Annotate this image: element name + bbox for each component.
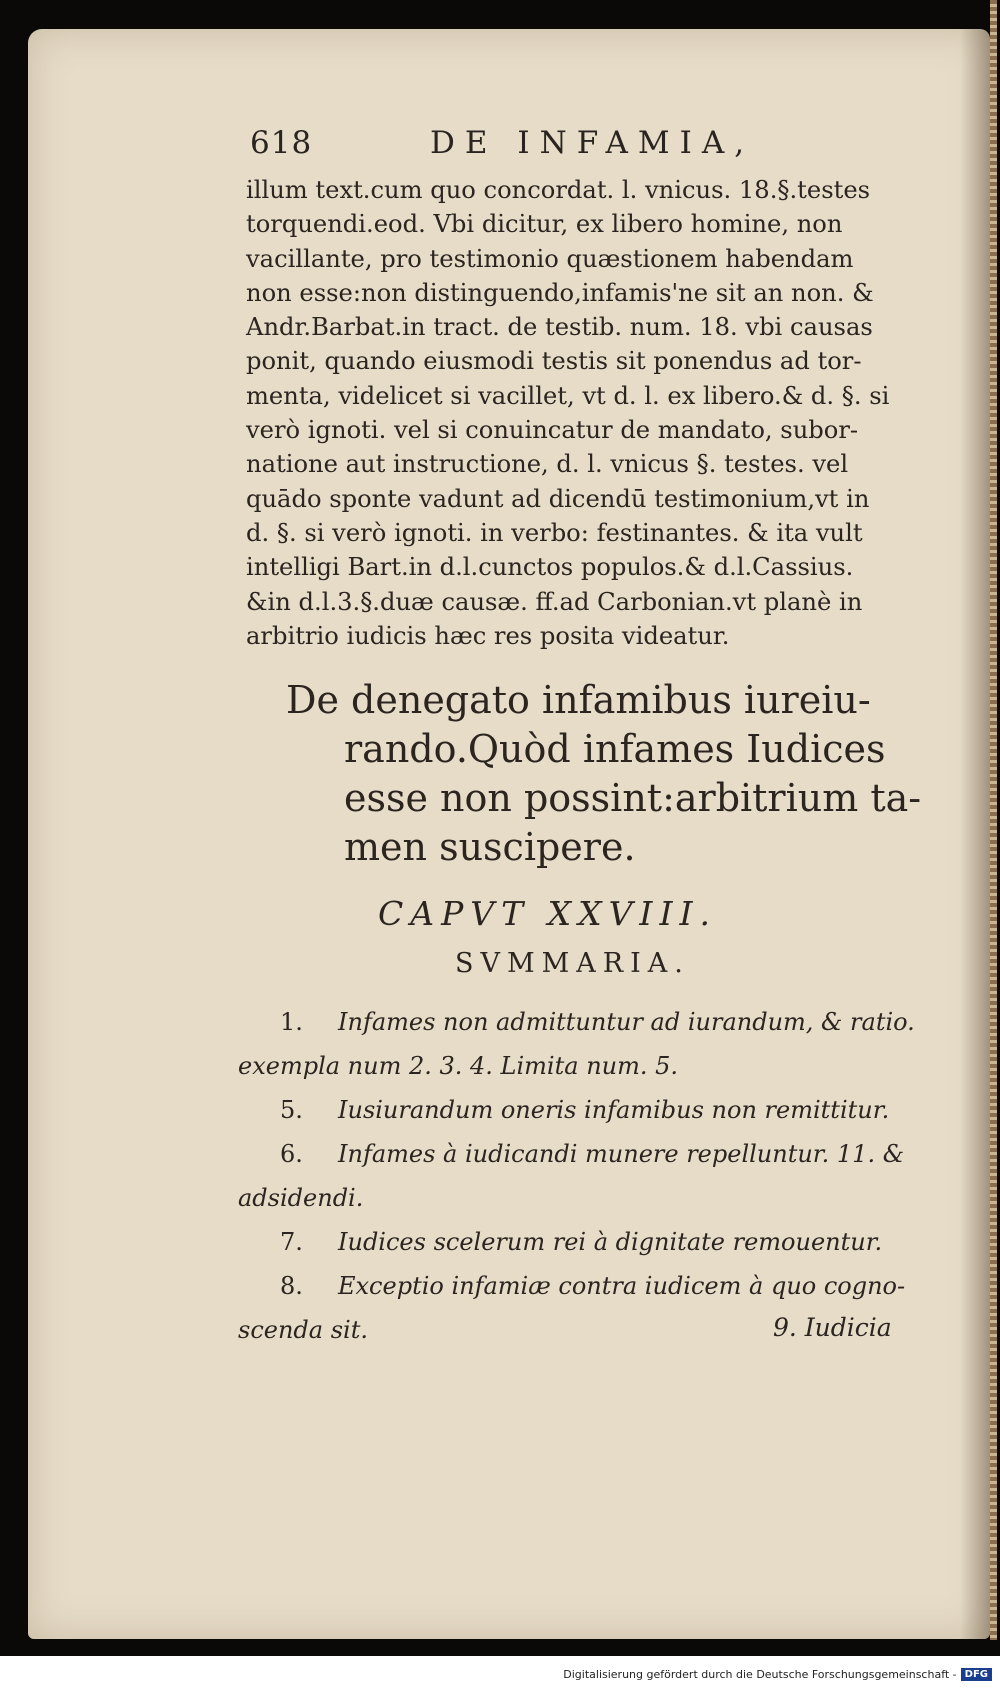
summary-item <box>238 1088 928 1132</box>
body-line: verò ignoti. vel si conuincatur de mandato, subor- <box>246 416 859 445</box>
summary-text: Infames à iudicandi munere repelluntur. 11. & <box>338 1140 905 1168</box>
running-title: DE INFAMIA, <box>430 125 755 161</box>
page-number: 618 <box>250 125 313 161</box>
body-line: quādo sponte vadunt ad dicendū testimonium,vt in <box>246 484 870 513</box>
summary-item <box>238 1132 928 1220</box>
body-line: illum text.cum quo concordat. l. vnicus. 18.§.testes <box>246 176 871 204</box>
body-line: Andr.Barbat.in tract. de testib. num. 18. vbi causas <box>246 313 873 342</box>
heading-line: rando.Quòd infames Iudices <box>344 727 886 771</box>
summary-line <box>238 1264 928 1308</box>
body-line: d. §. si verò ignoti. in verbo: festinantes. & ita vult <box>246 518 863 547</box>
body-line: &in d.l.3.§.duæ causæ. ff.ad Carbonian.vt planè in <box>246 587 863 616</box>
heading-line: De denegato infamibus iureiu- <box>286 678 871 722</box>
body-line: natione aut instructione, d. l. vnicus §. testes. vel <box>246 450 849 479</box>
summary-item <box>238 1000 928 1088</box>
body-line: non esse:non distinguendo,infamis'ne sit an non. & <box>246 278 874 307</box>
body-line: torquendi.eod. Vbi dicitur, ex libero homine, non <box>246 210 843 239</box>
body-line: intelligi Bart.in d.l.cunctos populos.& d.l.Cassius. <box>246 553 854 582</box>
credit-text: Digitalisierung gefördert durch die Deutsche Forschungsgemeinschaft - <box>563 1668 957 1681</box>
heading-line: esse non possint:arbitrium ta- <box>344 776 922 820</box>
summary-item <box>238 1220 928 1264</box>
summary-text: Infames non admittuntur ad iurandum, & ratio. <box>338 1008 915 1036</box>
chapter-heading <box>286 676 922 872</box>
catchword: 9. Iudicia <box>773 1313 892 1342</box>
summary-list <box>238 1000 928 1352</box>
chapter-number: CAPVT XXVIII. <box>378 894 718 933</box>
summary-line <box>238 1220 928 1264</box>
summary-number: 5. <box>280 1096 303 1124</box>
body-line: ponit, quando eiusmodi testis sit ponendus ad tor- <box>246 347 862 376</box>
body-paragraph <box>246 173 936 653</box>
summary-line <box>238 1000 928 1044</box>
digitization-credit <box>563 1668 992 1681</box>
summary-number: 6. <box>280 1140 303 1168</box>
body-line: vacillante, pro testimonio quæstionem habendam <box>246 244 854 273</box>
summary-line <box>238 1088 928 1132</box>
summary-number: 7. <box>280 1228 303 1256</box>
summary-text: Iudices scelerum rei à dignitate remouentur. <box>338 1228 883 1256</box>
heading-line: men suscipere. <box>344 825 636 869</box>
body-line: arbitrio iudicis hæc res posita videatur. <box>246 621 730 650</box>
summary-line: scenda sit. <box>238 1316 368 1344</box>
body-line: menta, videlicet si vacillet, vt d. l. ex libero.& d. §. si <box>246 381 890 410</box>
dfg-logo: DFG <box>961 1668 992 1681</box>
summary-number: 8. <box>280 1272 303 1300</box>
summary-line: exempla num 2. 3. 4. Limita num. 5. <box>238 1052 679 1080</box>
summary-line: adsidendi. <box>238 1184 364 1212</box>
summary-line <box>238 1132 928 1176</box>
summaria-title: SVMMARIA. <box>455 948 690 979</box>
summary-text: Exceptio infamiæ contra iudicem à quo cogno- <box>338 1272 906 1300</box>
summary-number: 1. <box>280 1008 303 1036</box>
book-page-edge <box>990 0 997 1640</box>
summary-text: Iusiurandum oneris infamibus non remittitur. <box>338 1096 890 1124</box>
